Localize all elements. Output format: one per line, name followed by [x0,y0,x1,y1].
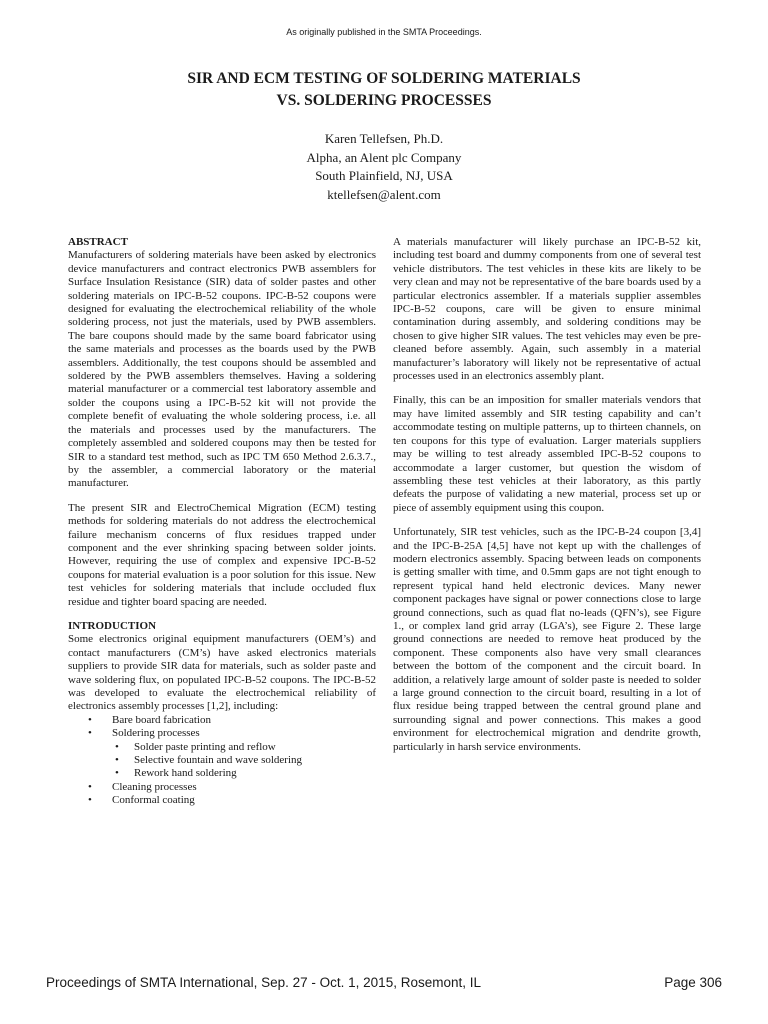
footer-page-number: Page 306 [664,975,722,990]
abstract-paragraph-2: The present SIR and ElectroChemical Migration (ECM) testing methods for soldering materials do not address the electrochemical failure mechanism concerns of flux residues trapped under component and the ever shrinking spacing between solder joints. However, requiring the use of complex and expensive IPC-B-52 coupons for material evaluation is a poor solution for this issue. New test vehicles for soldering materials that include occluded flux residue and tighter board spacing are needed. [68,501,376,608]
abstract-paragraph-1: Manufacturers of soldering materials have been asked by electronics device manufacturers and contract electronics PWB assemblers for Surface Insulation Resistance (SIR) data of solder pastes and other soldering materials on IPC-B-52 coupons. IPC-B-52 coupons were designed for evaluating the electrochemical reliability of the whole soldering process, not just the materials, used by PWB assemblers. The bare coupons should made by the same board fabricator using the same materials and processes as the boards used by the PWB assemblers. Additionally, the test coupons should be assembled and soldered by the PWB assemblers themselves. Having a soldering material manufacturer or a commercial test laboratory assemble and solder the coupons using a IPC-B-52 kit will not provide the complete benefit of evaluating the whole soldering process, i.e. all the materials and processes used by the manufacturers. The completely assembled and soldered coupons may then be tested for SIR to a standard test method, such as IPC TM 650 Method 2.6.3.7., by the assembler, a commercial laboratory or the material manufacturer. [68,249,376,490]
process-list [68,714,376,741]
process-list-continued [68,781,376,808]
title-line-2: VS. SOLDERING PROCESSES [276,92,492,109]
list-item: • Bare board fabrication [68,714,376,727]
abstract-heading: ABSTRACT [68,236,128,248]
body-paragraph-2: Finally, this can be an imposition for smaller materials vendors that may have limited assembly and SIR testing capability and can’t accommodate testing on multiple patterns, up to thirteen channels, on ten coupons for this type of evaluation. Larger materials suppliers may be willing to test already assembled IPC-B-52 coupons to accommodate a larger customer, but question the wisdom of assembling these test vehicles at their laboratory, as this partly defeats the purpose of validating a new material, process set up or piece of assembly equipment using this coupon. [393,394,701,514]
sublist-item: • Rework hand soldering [68,767,376,780]
sublist-item: • Selective fountain and wave soldering [68,754,376,767]
title-line-1: SIR AND ECM TESTING OF SOLDERING MATERIALS [187,70,581,87]
footer-proceedings: Proceedings of SMTA International, Sep. 27 - Oct. 1, 2015, Rosemont, IL [46,975,481,990]
introduction-heading: INTRODUCTION [68,619,157,632]
author-company: Alpha, an Alent plc Company [306,149,462,165]
list-item: • Cleaning processes [68,781,376,794]
introduction-paragraph-1: Some electronics original equipment manufacturers (OEM’s) and contact manufacturers (CM’s) have asked electronics materials suppliers to provide SIR data for materials, such as solder paste and wave soldering flux, on populated IPC-B-52 coupons. The IPC-B-52 was developed to evaluate the electrochemical reliability of electronics assembly processes [1,2], including: [68,633,376,713]
author-email: ktellefsen@alent.com [327,186,441,202]
left-column [68,236,376,808]
paper-title [0,68,768,112]
list-item: • Soldering processes [68,727,376,740]
soldering-sublist [68,741,376,781]
author-location: South Plainfield, NJ, USA [315,168,453,183]
header-note: As originally published in the SMTA Proceedings. [286,27,482,37]
body-paragraph-3: Unfortunately, SIR test vehicles, such as the IPC-B-24 coupon [3,4] and the IPC-B-25A [4,5] have not kept up with the challenges of modern electronics assembly. Spacing between leads on components is getting smaller with time, and 0.5mm gaps are not tight enough to represent typical hand held electronic devices. Many newer component packages have signal or power connections close to large ground connections, such as quad flat no-leads (QFN’s), see Figure 1., or complex land grid array (LGA’s), see Figure 2. These large ground connections are needed to remove heat produced by the component. These components also have very small clearances between the bottom of the component and the circuit board. In addition, a relatively large amount of solder paste is needed to solder a large ground connection to the circuit board, resulting in a lot of flux residue being trapped between the central ground plane and surrounding signal and power connections. This makes a good environment for electrochemical migration and dendrite growth, particularly in harsh service environments. [393,526,701,753]
author-name: Karen Tellefsen, Ph.D. [324,131,444,146]
list-item: • Conformal coating [68,794,376,807]
author-block [0,130,768,204]
body-paragraph-1: A materials manufacturer will likely purchase an IPC-B-52 kit, including test board and dummy components from one of several test vehicle distributors. The test vehicles in these kits are likely to be very clean and may not be representative of the bare boards used by a particular electronics assembler. If a materials supplier assembles IPC-B-52 coupons, care will be given to ensure minimal contamination during assembly, and soldering conditions may be chosen to give higher SIR values. The test vehicles may even be pre-cleaned before assembly. Again, such assembly in a material manufacturer’s laboratory will likely not be representative of actual processes used in an electronics assembly plant. [393,236,701,383]
right-column [393,236,701,765]
sublist-item: • Solder paste printing and reflow [68,741,376,754]
